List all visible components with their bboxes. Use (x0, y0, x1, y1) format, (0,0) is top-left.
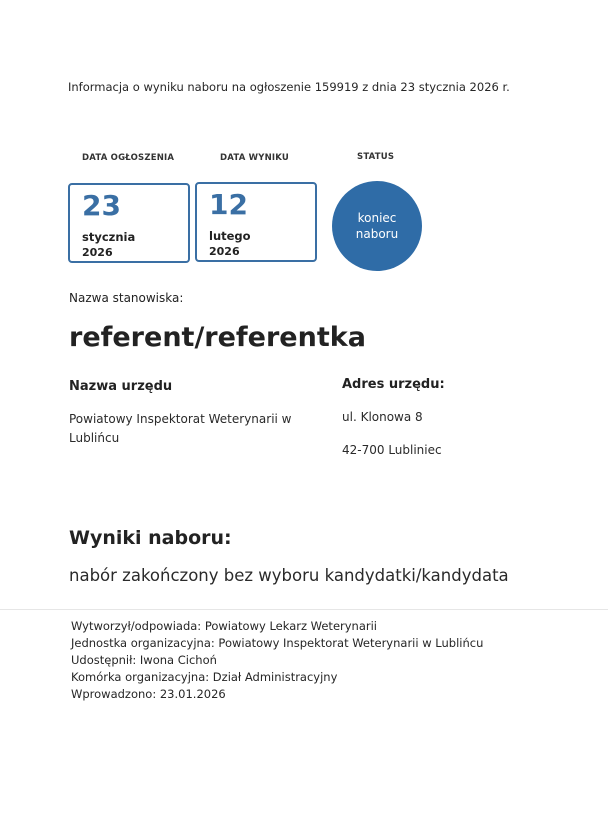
office-address-label: Adres urzędu: (342, 377, 445, 392)
meta-unit: Jednostka organizacyjna: Powiatowy Inspektorat Weterynarii w Lublińcu (71, 636, 484, 650)
announcement-date-label: DATA OGŁOSZENIA (82, 153, 175, 163)
office-name-value: Powiatowy Inspektorat Weterynarii w Lublińcu (69, 412, 292, 445)
office-name-label: Nazwa urzędu (69, 379, 173, 394)
status-badge (332, 181, 422, 271)
announcement-month: stycznia (82, 230, 136, 244)
results-value: nabór zakończony bez wyboru kandydatki/kandydata (69, 566, 509, 585)
divider (0, 609, 608, 610)
office-street: ul. Klonowa 8 (342, 410, 423, 424)
result-date-label: DATA WYNIKU (220, 153, 289, 163)
status-label: STATUS (357, 152, 395, 162)
result-month: lutego (209, 229, 251, 243)
announcement-year: 2026 (82, 246, 113, 259)
announcement-day: 23 (82, 189, 121, 222)
header-info: Informacja o wyniku naboru na ogłoszenie 159919 z dnia 23 stycznia 2026 r. (68, 80, 510, 94)
meta-entered: Wprowadzono: 23.01.2026 (71, 687, 226, 701)
announcement-date-box (68, 183, 190, 263)
result-day: 12 (209, 188, 248, 221)
meta-shared-by: Udostępnił: Iwona Cichoń (71, 653, 217, 667)
metadata-block (71, 618, 483, 703)
office-city: 42-700 Lubliniec (342, 443, 442, 457)
status-value-line1: koniec (357, 211, 397, 225)
position-title: referent/referentka (69, 322, 366, 353)
result-date-box (195, 182, 317, 262)
meta-created-by: Wytworzył/odpowiada: Powiatowy Lekarz Weterynarii (71, 619, 378, 633)
position-label: Nazwa stanowiska: (69, 291, 184, 305)
status-value-line2: naboru (355, 227, 399, 241)
results-heading: Wyniki naboru: (69, 527, 232, 549)
result-year: 2026 (209, 245, 240, 258)
meta-department: Komórka organizacyjna: Dział Administracyjny (71, 670, 338, 684)
